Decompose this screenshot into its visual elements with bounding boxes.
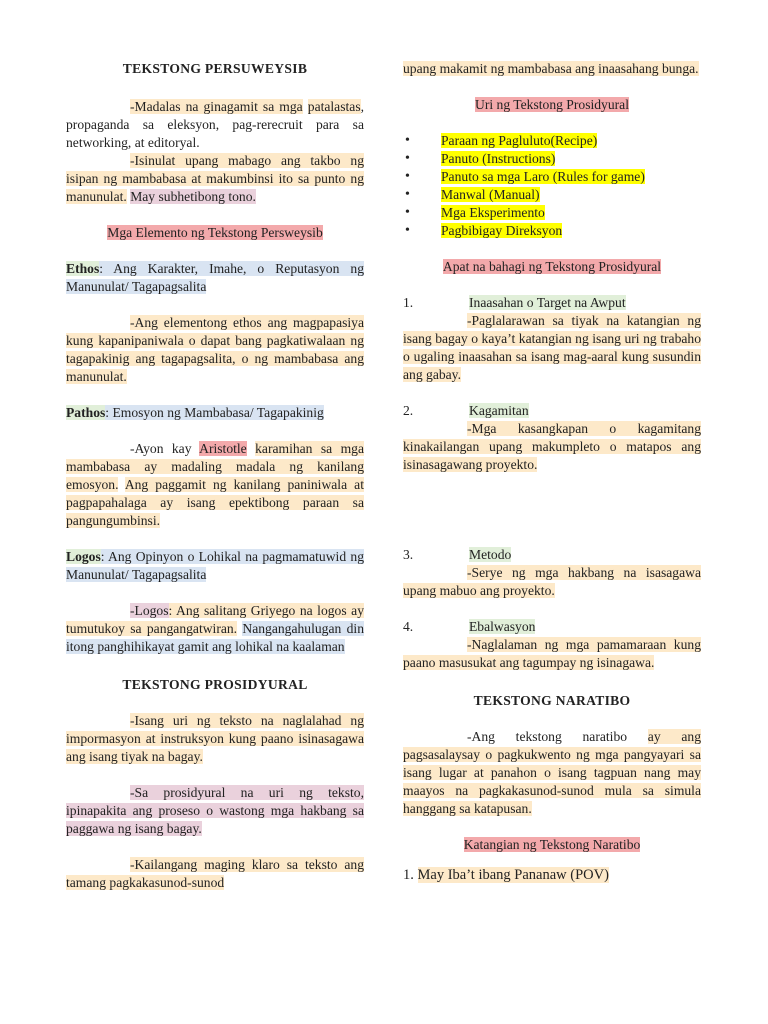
section-number: 2. [403,403,414,418]
subheading-apat-na-bahagi [403,258,701,276]
item-number: 1. [403,867,414,883]
text-highlight: : Ang salitang Griyego na logos ay tumutukoy sa pangangatwiran. [66,603,364,636]
heading-highlight: Katangian ng Tekstong Naratibo [463,837,641,852]
list-item-text: Mga Eksperimento [441,205,545,220]
left-column [66,60,364,892]
text-highlight: Kagamitan [469,403,529,418]
text-highlight: -Paglalarawan sa tiyak na katangian ng isang bagay o kaya’t katangian ng isang uri ng trabaho o ugaling inaasahan sa isang mag-aaral kung susundin ang gabay. [403,313,701,382]
text-highlight: Ang paggamit ng kanilang paniniwala at pagpapahalaga ay isang epektibong paraan sa pangungumbinsi. [66,477,364,528]
prosidyural-paragraph-3 [66,856,364,892]
list-item-text: Pagbibigay Direksyon [441,223,563,238]
text-highlight: Inaasahan o Target na Awput [469,295,626,310]
list-item [403,168,701,186]
list-item-text: Panuto (Instructions) [441,151,556,166]
term-logos: Logos [66,549,101,564]
section-2-body [403,420,701,474]
section-1-heading [403,294,701,312]
heading-highlight: Uri ng Tekstong Prosidyural [475,97,629,112]
persuweysib-paragraph-1 [66,98,364,152]
prosidyural-continuation [403,60,701,78]
paragraph-text: -Ang tekstong naratibo [467,729,628,744]
section-number: 4. [403,619,414,634]
text-highlight: Metodo [469,547,512,562]
prosidyural-paragraph-1 [66,712,364,766]
section-number: 1. [403,295,414,310]
section-4-heading [403,618,701,636]
subheading-uri [403,96,701,114]
text-highlight: May Iba’t ibang Pananaw (POV) [417,867,609,883]
section-4-body [403,636,701,672]
prosidyural-paragraph-2 [66,784,364,838]
text-highlight: : Ang Karakter, Imahe, o Reputasyon ng Manunulat/ Tagapagsalita [66,261,364,294]
text-highlight: -Madalas na ginagamit sa mga [130,99,303,114]
uri-list [403,132,701,240]
text-highlight: -Sa prosidyural na uri ng teksto, ipinapakita ang proseso o wastong mga hakbang sa paggawa ng isang bagay. [66,785,364,836]
text-highlight: -Mga kasangkapan o kagamitang kinakailangan upang makumpleto o matapos ang isinasagawang proyekto. [403,421,701,472]
logos-paragraph [66,602,364,656]
text-highlight: -Kailangang maging klaro sa teksto ang tamang pagkakasunod-sunod [66,857,364,890]
list-item [403,132,701,150]
section-2-heading [403,402,701,420]
text-highlight: upang makamit ng mambabasa ang inaasahang bunga. [403,61,699,76]
term-pathos: Pathos [66,405,106,420]
heading-highlight: Apat na bahagi ng Tekstong Prosidyural [442,259,662,274]
list-item [403,186,701,204]
list-item [403,222,701,240]
paragraph-text: , propaganda sa eleksyon, pag-rerecruit para sa networking, at editoryal. [66,99,365,150]
list-item-text: Manwal (Manual) [441,187,540,202]
text-highlight: Nangangahulugan din itong panghihikayat gamit ang lohikal na kaalaman [66,621,364,654]
pathos-definition [66,404,364,422]
list-item-text: Panuto sa mga Laro (Rules for game) [441,169,645,184]
paragraph-text: -Ayon kay [130,441,192,456]
heading-tekstong-prosidyural: TEKSTONG PROSIDYURAL [122,677,308,692]
text-highlight: : Ang Opinyon o Lohikal na pagmamatuwid ng Manunulat/ Tagapagsalita [66,549,364,582]
list-item [403,204,701,222]
text-highlight: -Naglalaman ng mga pamamaraan kung paano masusukat ang tagumpay ng isinagawa. [403,637,701,670]
heading-highlight: Mga Elemento ng Tekstong Persweysib [107,225,323,240]
section-1-body [403,312,701,384]
katangian-item-1 [403,866,701,884]
naratibo-paragraph [403,728,701,818]
subheading-katangian [403,836,701,854]
subheading-mga-elemento [66,224,364,242]
text-highlight: Aristotle [199,441,247,456]
term-ethos: Ethos [66,261,100,276]
section-3-heading [403,546,701,564]
text-highlight: Ebalwasyon [469,619,536,634]
text-highlight: : Emosyon ng Mambabasa/ Tagapakinig [105,405,324,420]
text-highlight: -Isinulat upang mabago ang takbo ng isipan ng mambabasa at makumbinsi ito sa punto ng manunulat. [66,153,364,204]
ethos-paragraph [66,314,364,386]
text-highlight: -Serye ng mga hakbang na isasagawa upang mabuo ang proyekto. [403,565,701,598]
text-highlight: -Ang elementong ethos ang magpapasiya kung kapanipaniwala o dapat bang pagkatiwalaan ng tagapakinig ang tagapagsalita, o ng mambabasa ang manunulat. [66,315,364,384]
heading-tekstong-persuweysib: TEKSTONG PERSUWEYSIB [122,61,308,76]
text-highlight: ay ang pagsasalaysay o pagkukwento ng mga pangyayari sa isang lugar at panahon o isang tagpuan nang may maayos na pagkakasunod-sunod mula sa simula hanggang sa katapusan. [403,729,702,816]
pathos-paragraph [66,440,364,530]
text-highlight: -Isang uri ng teksto na naglalahad ng impormasyon at instruksyon kung paano isinasagawa ang isang tiyak na bagay. [66,713,364,764]
ethos-definition [66,260,364,296]
right-column [403,60,701,884]
logos-definition [66,548,364,584]
heading-tekstong-naratibo: TEKSTONG NARATIBO [473,693,631,708]
text-highlight: -Logos [130,603,169,618]
persuweysib-paragraph-2 [66,152,364,206]
text-highlight: patalastas [307,99,361,114]
section-3-body [403,564,701,600]
list-item-text: Paraan ng Pagluluto(Recipe) [441,133,598,148]
text-highlight: May subhetibong tono. [130,189,256,204]
list-item [403,150,701,168]
section-number: 3. [403,547,414,562]
text-highlight: karamihan sa mga mambabasa ay madaling madala ng kanilang emosyon. [66,441,364,492]
